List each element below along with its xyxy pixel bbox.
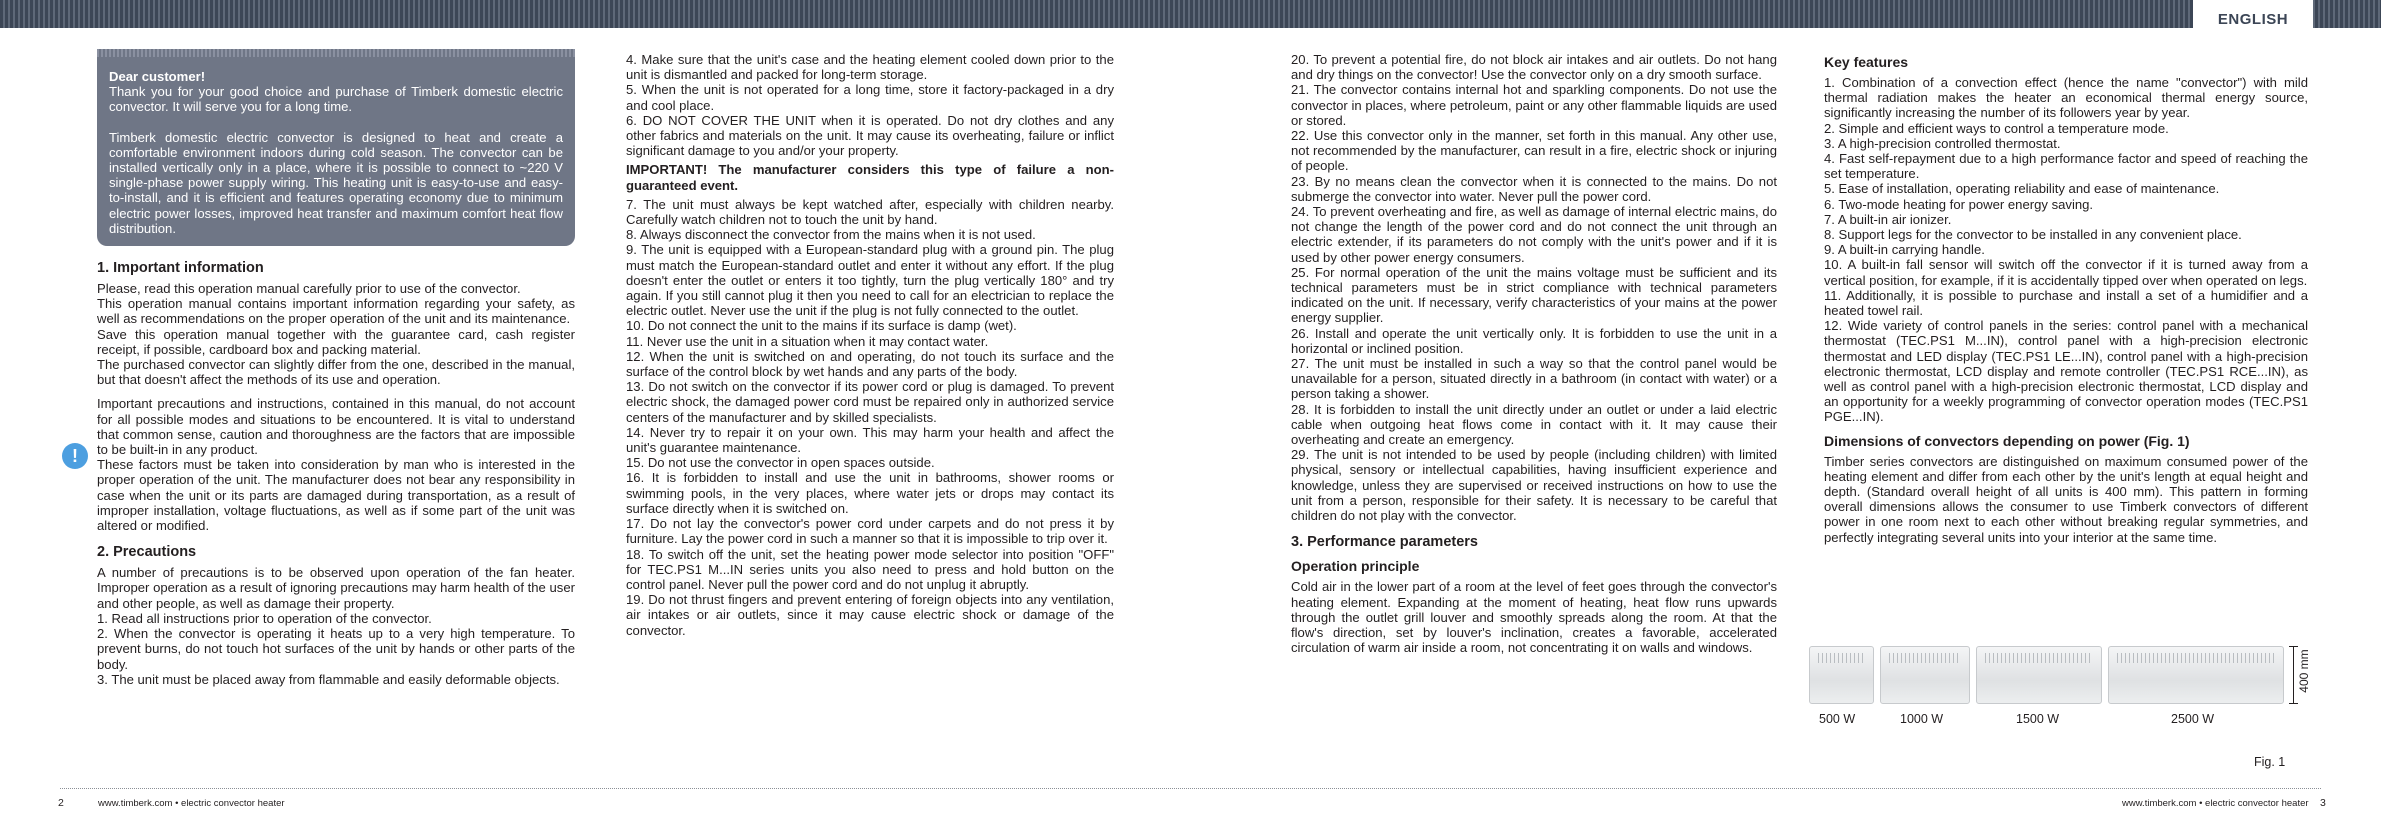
precaution-item: 15. Do not use the convector in open spaces outside.: [626, 455, 935, 471]
precaution-item: 18. To switch off the unit, set the heating power mode selector into position "OFF" for TEC.PS1 M...IN series units you also need to press and hold button on the control panel. Never pull the power cord and do not unplug it abruptly.: [626, 546, 1114, 592]
precaution-item: 14. Never try to repair it on your own. This may harm your health and affect the unit's guarantee maintenance.: [626, 424, 1114, 456]
s1-paragraph: The purchased convector can slightly differ from the one, described in the manual, but that doesn't affect the methods of its use and operation.: [97, 357, 575, 388]
footer-divider: [60, 788, 2321, 789]
s1-paragraph: This operation manual contains important information regarding your safety, as well as recommendations on the proper operation of the unit and its maintenance.: [97, 296, 575, 327]
convector-500w: [1809, 646, 1874, 704]
column-1: [97, 52, 575, 687]
convector-image: [1880, 646, 1970, 704]
s2-paragraph: 2. When the convector is operating it heats up to a very high temperature. To prevent burns, do not touch hot surfaces of the unit by hands or other parts of the body.: [97, 626, 575, 672]
convector-image: [2108, 646, 2284, 704]
feature-item: 3. A high-precision controlled thermostat.: [1824, 135, 2061, 151]
power-label: 2500 W: [2171, 712, 2215, 726]
s1-paragraph: These factors must be taken into consideration by man who is interested in the proper operation of the unit. The manufacturer does not bear any responsibility in case when the unit or its parts are damaged during transportation, as a result of improper installation, voltage fluctuations, as well as if some part of the unit was altered or modified.: [97, 457, 575, 534]
section-3-title: 3. Performance parameters: [1291, 534, 1478, 551]
precaution-item: 22. Use this convector only in the manner, set forth in this manual. Any other use, not recommended by the manufacturer, can result in a fire, electric shock or injuring of people.: [1291, 128, 1777, 174]
feature-item: 7. A built-in air ionizer.: [1824, 211, 1952, 227]
precaution-item: 10. Do not connect the unit to the mains if its surface is damp (wet).: [626, 318, 1017, 334]
intro-description: Timberk domestic electric convector is designed to heat and create a comfortable environment indoors during cold season. The convector can be installed vertically only in a place, where it is possible to connect to ~220 V single-phase power supply wiring. This heating unit is easy-to-use and easy-to-install, and it is efficient and features operating economy due to minimum electric power losses, improved heat transfer and maximum comfort heat flow distribution.: [109, 129, 563, 236]
s1-paragraph: Important precautions and instructions, contained in this manual, do not account for all possible modes and situations to be encountered. It is vital to understand that common sense, caution and thoroughness are the factors that are impossible to be built-in in any product.: [97, 396, 575, 458]
column-2: [626, 52, 1114, 638]
column-4: [1824, 52, 2308, 545]
precaution-item: 5. When the unit is not operated for a long time, store it factory-packaged in a dry and cool place.: [626, 82, 1114, 113]
precaution-item: 6. DO NOT COVER THE UNIT when it is operated. Do not dry clothes and any other fabrics and materials on the unit. It may cause its overheating, failure or inflict significant damage to you and/or your property.: [626, 112, 1114, 159]
feature-item: 9. A built-in carrying handle.: [1824, 242, 1985, 258]
precaution-item: 7. The unit must always be kept watched after, especially with children nearby. Carefully watch children not to touch the unit by hand.: [626, 196, 1114, 228]
power-label: 1000 W: [1900, 712, 1944, 726]
figure-caption: Fig. 1: [2254, 755, 2286, 769]
top-header-bar: [0, 0, 2381, 28]
feature-item: 4. Fast self-repayment due to a high performance factor and speed of reaching the set temperature.: [1824, 151, 2308, 182]
page-number-left: 2: [58, 797, 64, 809]
convector-1500w: [1976, 646, 2102, 704]
precaution-item: 25. For normal operation of the unit the mains voltage must be sufficient and its technical parameters must be in strict compliance with technical parameters indicated on the unit. If necessary, verify characteristics of your mains at the power energy supplier.: [1291, 264, 1777, 326]
feature-item: 2. Simple and efficient ways to control a temperature mode.: [1824, 120, 2169, 136]
precaution-item: 27. The unit must be installed in such a way so that the control panel would be unavailable for a person, situated directly in a bathroom (in contact with water) or a person taking a shower.: [1291, 356, 1777, 402]
s1-paragraph: Please, read this operation manual carefully prior to use of the convector.: [97, 281, 521, 297]
operation-principle-text: Cold air in the lower part of a room at the level of feet goes through the convector's heating element. Expanding at the moment of heating, heat flow runs upwards through the outlet grill louver and smoothly spreads along the room. At that the flow's direction, set by louver's inclination, creates a favorable, accelerated circulation of warm air inside a room, not concentrating it on walls and windows.: [1291, 579, 1777, 656]
feature-item: 10. A built-in fall sensor will switch off the convector if it is turned away from a vertical position, for example, if it is accidentally tipped over when operated on legs.: [1824, 257, 2308, 288]
convector-1000w: [1880, 646, 1970, 704]
footer-text-left: www.timberk.com • electric convector heater: [98, 798, 285, 809]
precaution-item: 24. To prevent overheating and fire, as well as damage of internal electric mains, do not change the length of the power cord and do not connect the unit through an electric extender, if its parameters do not comply with the unit's power and if it is used by other power energy consumers.: [1291, 204, 1777, 265]
feature-item: 8. Support legs for the convector to be installed in any convenient place.: [1824, 227, 2242, 243]
precaution-item: 29. The unit is not intended to be used by people (including children) with limited physical, sensory or intellectual capabilities, having insufficient experience and knowledge, unless they are supervised or received instructions on how to use the unit from a person, responsible for their safety. It is necessary to be careful that children do not play with the convector.: [1291, 447, 1777, 524]
power-label: 1500 W: [2016, 712, 2060, 726]
precaution-item: 28. It is forbidden to install the unit directly under an outlet or under a laid electric cable when outgoing heat flows come in contact with it. It may cause their overheating and create an emergency.: [1291, 401, 1777, 448]
s2-paragraph: 1. Read all instructions prior to operation of the convector.: [97, 610, 432, 626]
precaution-item: 16. It is forbidden to install and use the unit in bathrooms, shower rooms or swimming pools, in the very places, where water jets or drops may contact its surface directly when it is switched on.: [626, 470, 1114, 516]
precaution-item: 12. When the unit is switched on and operating, do not touch its surface and the surface of the control block by wet hands and any parts of the body.: [626, 348, 1114, 380]
feature-item: 12. Wide variety of control panels in the series: control panel with a mechanical thermostat (TEC.PS1 M...IN), control panel with a high-precision electronic thermostat and LED display (TEC.PS1 LE...IN), control panel with a high-precision electronic thermostat, LCD display and remote controller (TEC.PS1 RCE...IN), as well as control panel with a high-precision electronic thermostat, LCD display and an opportunity for a weekly programming of convector operation modes (TEC.PS1 PGE...IN).: [1824, 318, 2308, 425]
footer-text-right: www.timberk.com • electric convector heater: [2122, 798, 2309, 809]
convector-image: [1976, 646, 2102, 704]
s1-paragraph: Save this operation manual together with the guarantee card, cash register receipt, if possible, cardboard box and packing material.: [97, 326, 575, 357]
intro-thanks: Thank you for your good choice and purchase of Timberk domestic electric convector. It will serve you for a long time.: [109, 84, 563, 115]
precaution-item: 20. To prevent a potential fire, do not block air intakes and air outlets. Do not hang and dry things on the convector! Use the convector only on a dry smooth surface.: [1291, 52, 1777, 83]
precaution-item: 9. The unit is equipped with a European-standard plug with a ground pin. The plug must match the European-standard outlet and enter it without any effort. If the plug doesn't enter the outlet or enters it too tightly, turn the plug vertically 180° and try again. If you still cannot plug it then you need to call for an electrician to replace the electric outlet. Never use the unit if the plug is not fully connected to the outlet.: [626, 242, 1114, 319]
precaution-item: 8. Always disconnect the convector from the mains when it is not used.: [626, 227, 1036, 243]
height-dimension-label: 400 mm: [2297, 649, 2311, 693]
exclamation-icon: !: [62, 443, 88, 469]
key-features-title: Key features: [1824, 54, 1909, 70]
column-3: [1291, 52, 1777, 655]
power-label: 500 W: [1819, 712, 1856, 726]
s2-paragraph: 3. The unit must be placed away from flammable and easily deformable objects.: [97, 671, 560, 687]
feature-item: 1. Combination of a convection effect (hence the name "convector") with mild thermal radiation makes the heater an economical thermal energy source, significantly increasing the number of its followers year by year.: [1824, 75, 2308, 121]
section-1-title: 1. Important information: [97, 260, 264, 277]
precaution-item: 19. Do not thrust fingers and prevent entering of foreign objects into any ventilation, air intakes or air outlets, since it may cause electric shock or damage of the convector.: [626, 592, 1114, 638]
convector-dimensions-figure: [1809, 646, 2314, 771]
convector-2500w: [2108, 646, 2284, 704]
height-dimension-line: [2293, 646, 2294, 704]
feature-item: 11. Additionally, it is possible to purchase and install a set of a humidifier and a heated towel rail.: [1824, 287, 2308, 319]
precaution-item: 23. By no means clean the convector when it is connected to the mains. Do not submerge the convector into water. Never pull the power cord.: [1291, 173, 1777, 204]
dimensions-title: Dimensions of convectors depending on power (Fig. 1): [1824, 432, 2190, 449]
language-label: ENGLISH: [2193, 0, 2313, 30]
section-2-title: 2. Precautions: [97, 544, 197, 561]
page-number-right: 3: [2320, 797, 2326, 809]
precaution-item: 4. Make sure that the unit's case and the heating element cooled down prior to the unit is dismantled and packed for long-term storage.: [626, 52, 1114, 83]
important-note: IMPORTANT! The manufacturer considers this type of failure a non-guaranteed event.: [626, 162, 1114, 193]
precaution-item: 11. Never use the unit in a situation when it may contact water.: [626, 333, 989, 349]
dimensions-text: Timber series convectors are distinguished on maximum consumed power of the heating element and differ from each other by the unit's length at equal height and depth. (Standard overall height of all units is 400 mm). This pattern in forming overall dimensions allows the consumer to use Timberk convectors of different power in one room next to each other without breaking regular symmetries, and perfectly integrating several units into your interior at the same time.: [1824, 453, 2308, 545]
feature-item: 5. Ease of installation, operating reliability and ease of maintenance.: [1824, 181, 2220, 197]
intro-box: [97, 49, 575, 246]
intro-greeting: Dear customer!: [109, 69, 206, 84]
convector-image: [1809, 646, 1874, 704]
precaution-item: 26. Install and operate the unit vertically only. It is forbidden to use the unit in a horizontal or inclined position.: [1291, 325, 1777, 356]
precaution-item: 21. The convector contains internal hot and sparkling components. Do not use the convector in places, where petroleum, paint or any other flammable liquids are used or stored.: [1291, 82, 1777, 128]
precaution-item: 13. Do not switch on the convector if its power cord or plug is damaged. To prevent electric shock, the damaged power cord must be repaired only in authorized service centers of the manufacturer and by skilled specialists.: [626, 379, 1114, 425]
feature-item: 6. Two-mode heating for power energy saving.: [1824, 196, 2094, 212]
operation-principle-title: Operation principle: [1291, 558, 1420, 575]
precaution-item: 17. Do not lay the convector's power cord under carpets and do not press it by furniture. Lay the power cord in such a manner so that it is impossible to trip over it.: [626, 516, 1114, 547]
s2-paragraph: A number of precautions is to be observed upon operation of the fan heater. Improper operation as a result of ignoring precautions may harm health of the user and other people, as well as damage their property.: [97, 565, 575, 611]
